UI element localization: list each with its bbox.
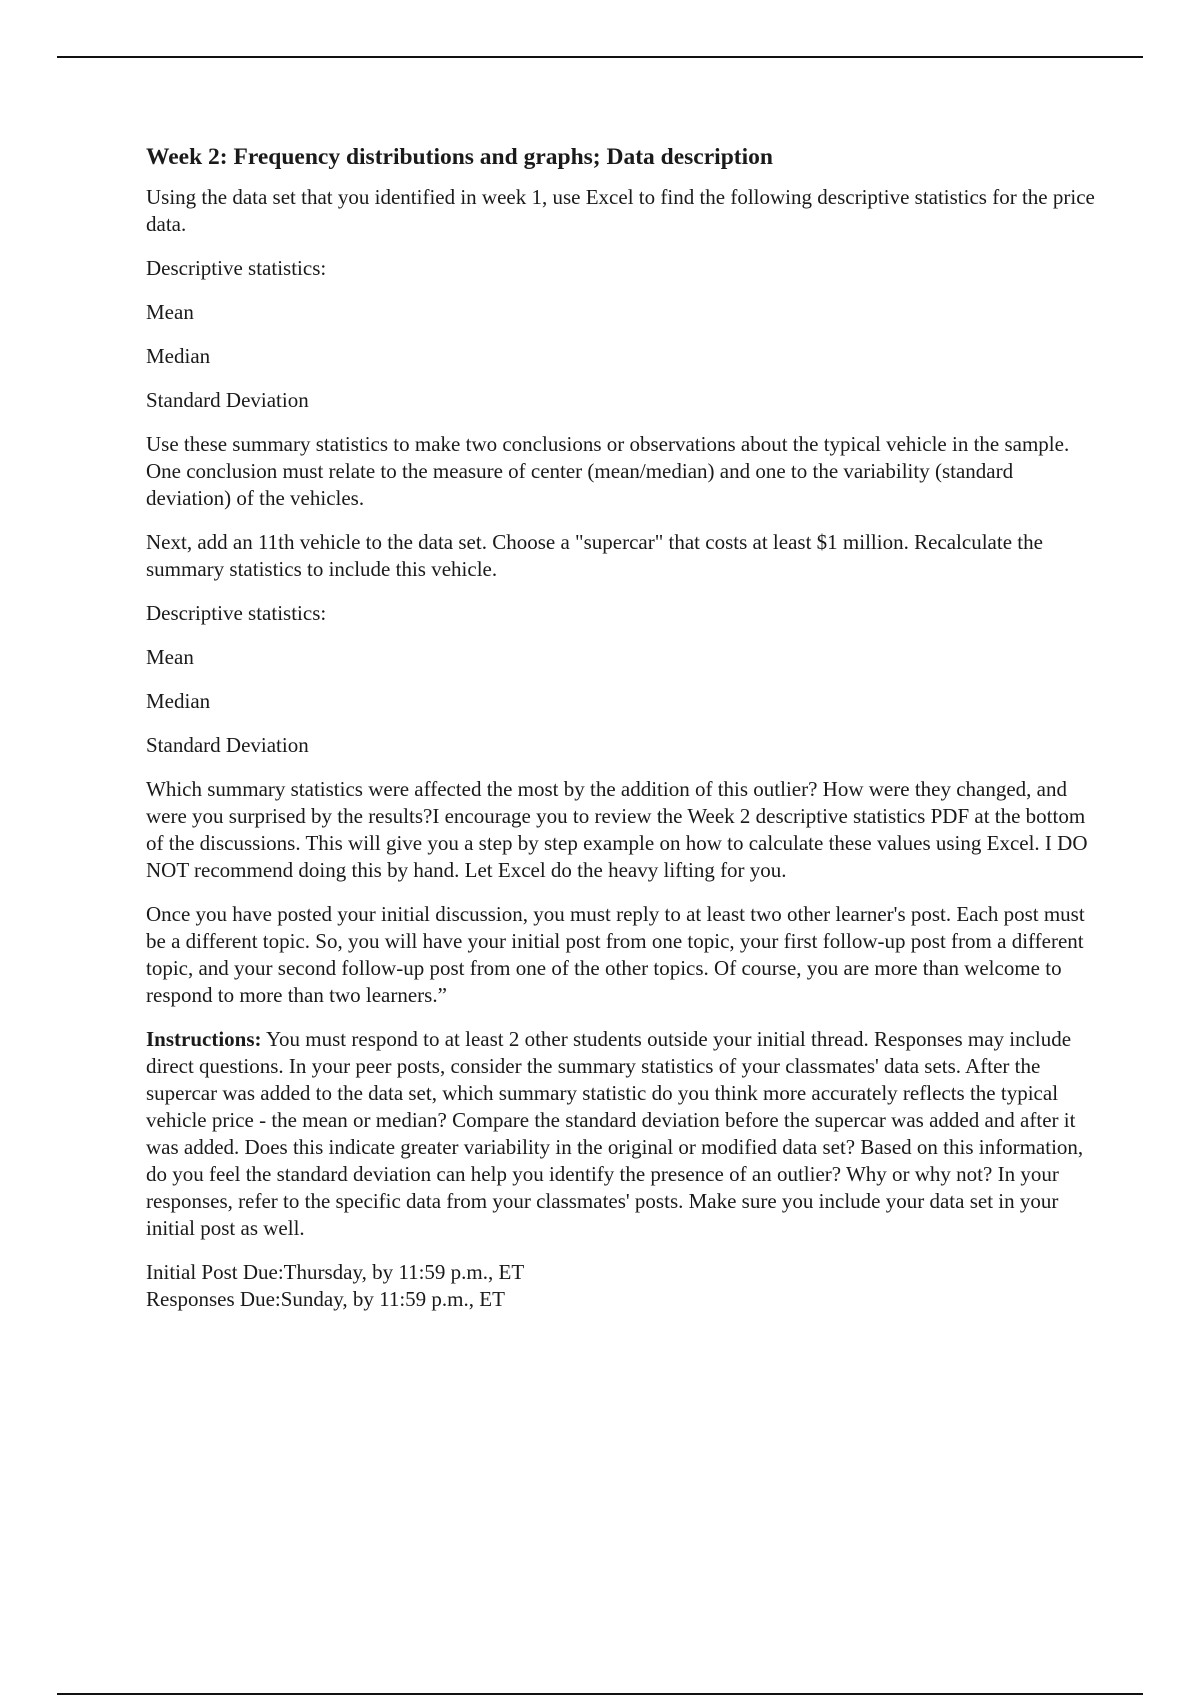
instructions-text: You must respond to at least 2 other students outside your initial thread. Responses may include direct questions. In your peer posts, consider the summary statistics of your classmates' data sets. After the supercar was added to the data set, which summary statistic do you think more accurately reflects the typical vehicle price - the mean or median? Compare the standard deviation before the supercar was added and after it was added. Does this indicate greater variability in the original or modified data set? Based on this information, do you feel the standard deviation can help you identify the presence of an outlier? Why or why not? In your responses, refer to the specific data from your classmates' posts. Make sure you include your data set in your initial post as well. — [146, 1027, 1084, 1240]
document-body — [146, 142, 1096, 1330]
stat-item-mean-2: Mean — [146, 645, 194, 669]
conclusions-paragraph: Use these summary statistics to make two conclusions or observations about the typical vehicle in the sample. One conclusion must relate to the measure of center (mean/median) and one to the variability (standard deviation) of the vehicles. — [146, 432, 1070, 510]
page-title: Week 2: Frequency distributions and graphs; Data description — [146, 144, 773, 170]
outlier-paragraph: Which summary statistics were affected the most by the addition of this outlier? How were they changed, and were you surprised by the results?I encourage you to review the Week 2 descriptive statistics PDF at the bottom of the discussions. This will give you a step by step example on how to calculate these values using Excel. I DO NOT recommend doing this by hand. Let Excel do the heavy lifting for you. — [146, 777, 1088, 882]
stat-item-mean-1: Mean — [146, 300, 194, 324]
supercar-paragraph: Next, add an 11th vehicle to the data set. Choose a "supercar" that costs at least $1 million. Recalculate the summary statistics to include this vehicle. — [146, 530, 1043, 581]
intro-paragraph: Using the data set that you identified in week 1, use Excel to find the following descriptive statistics for the price data. — [146, 185, 1095, 236]
stat-item-median-2: Median — [146, 689, 211, 713]
responses-due: Responses Due:Sunday, by 11:59 p.m., ET — [146, 1287, 505, 1311]
stat-item-median-1: Median — [146, 344, 211, 368]
stats-heading-2: Descriptive statistics: — [146, 601, 327, 625]
top-rule — [57, 56, 1143, 58]
reply-paragraph: Once you have posted your initial discussion, you must reply to at least two other learner's post. Each post must be a different topic. So, you will have your initial post from one topic, your first follow-up post from a different topic, and your second follow-up post from one of the other topics. Of course, you are more than welcome to respond to more than two learners.” — [146, 902, 1085, 1007]
stat-item-stddev-1: Standard Deviation — [146, 388, 309, 412]
bottom-rule — [57, 1693, 1143, 1695]
stats-heading-1: Descriptive statistics: — [146, 256, 327, 280]
stat-item-stddev-2: Standard Deviation — [146, 733, 309, 757]
instructions-paragraph — [146, 1026, 1096, 1242]
due-dates — [146, 1259, 1096, 1313]
instructions-label: Instructions: — [146, 1027, 262, 1051]
initial-post-due: Initial Post Due:Thursday, by 11:59 p.m., ET — [146, 1260, 525, 1284]
